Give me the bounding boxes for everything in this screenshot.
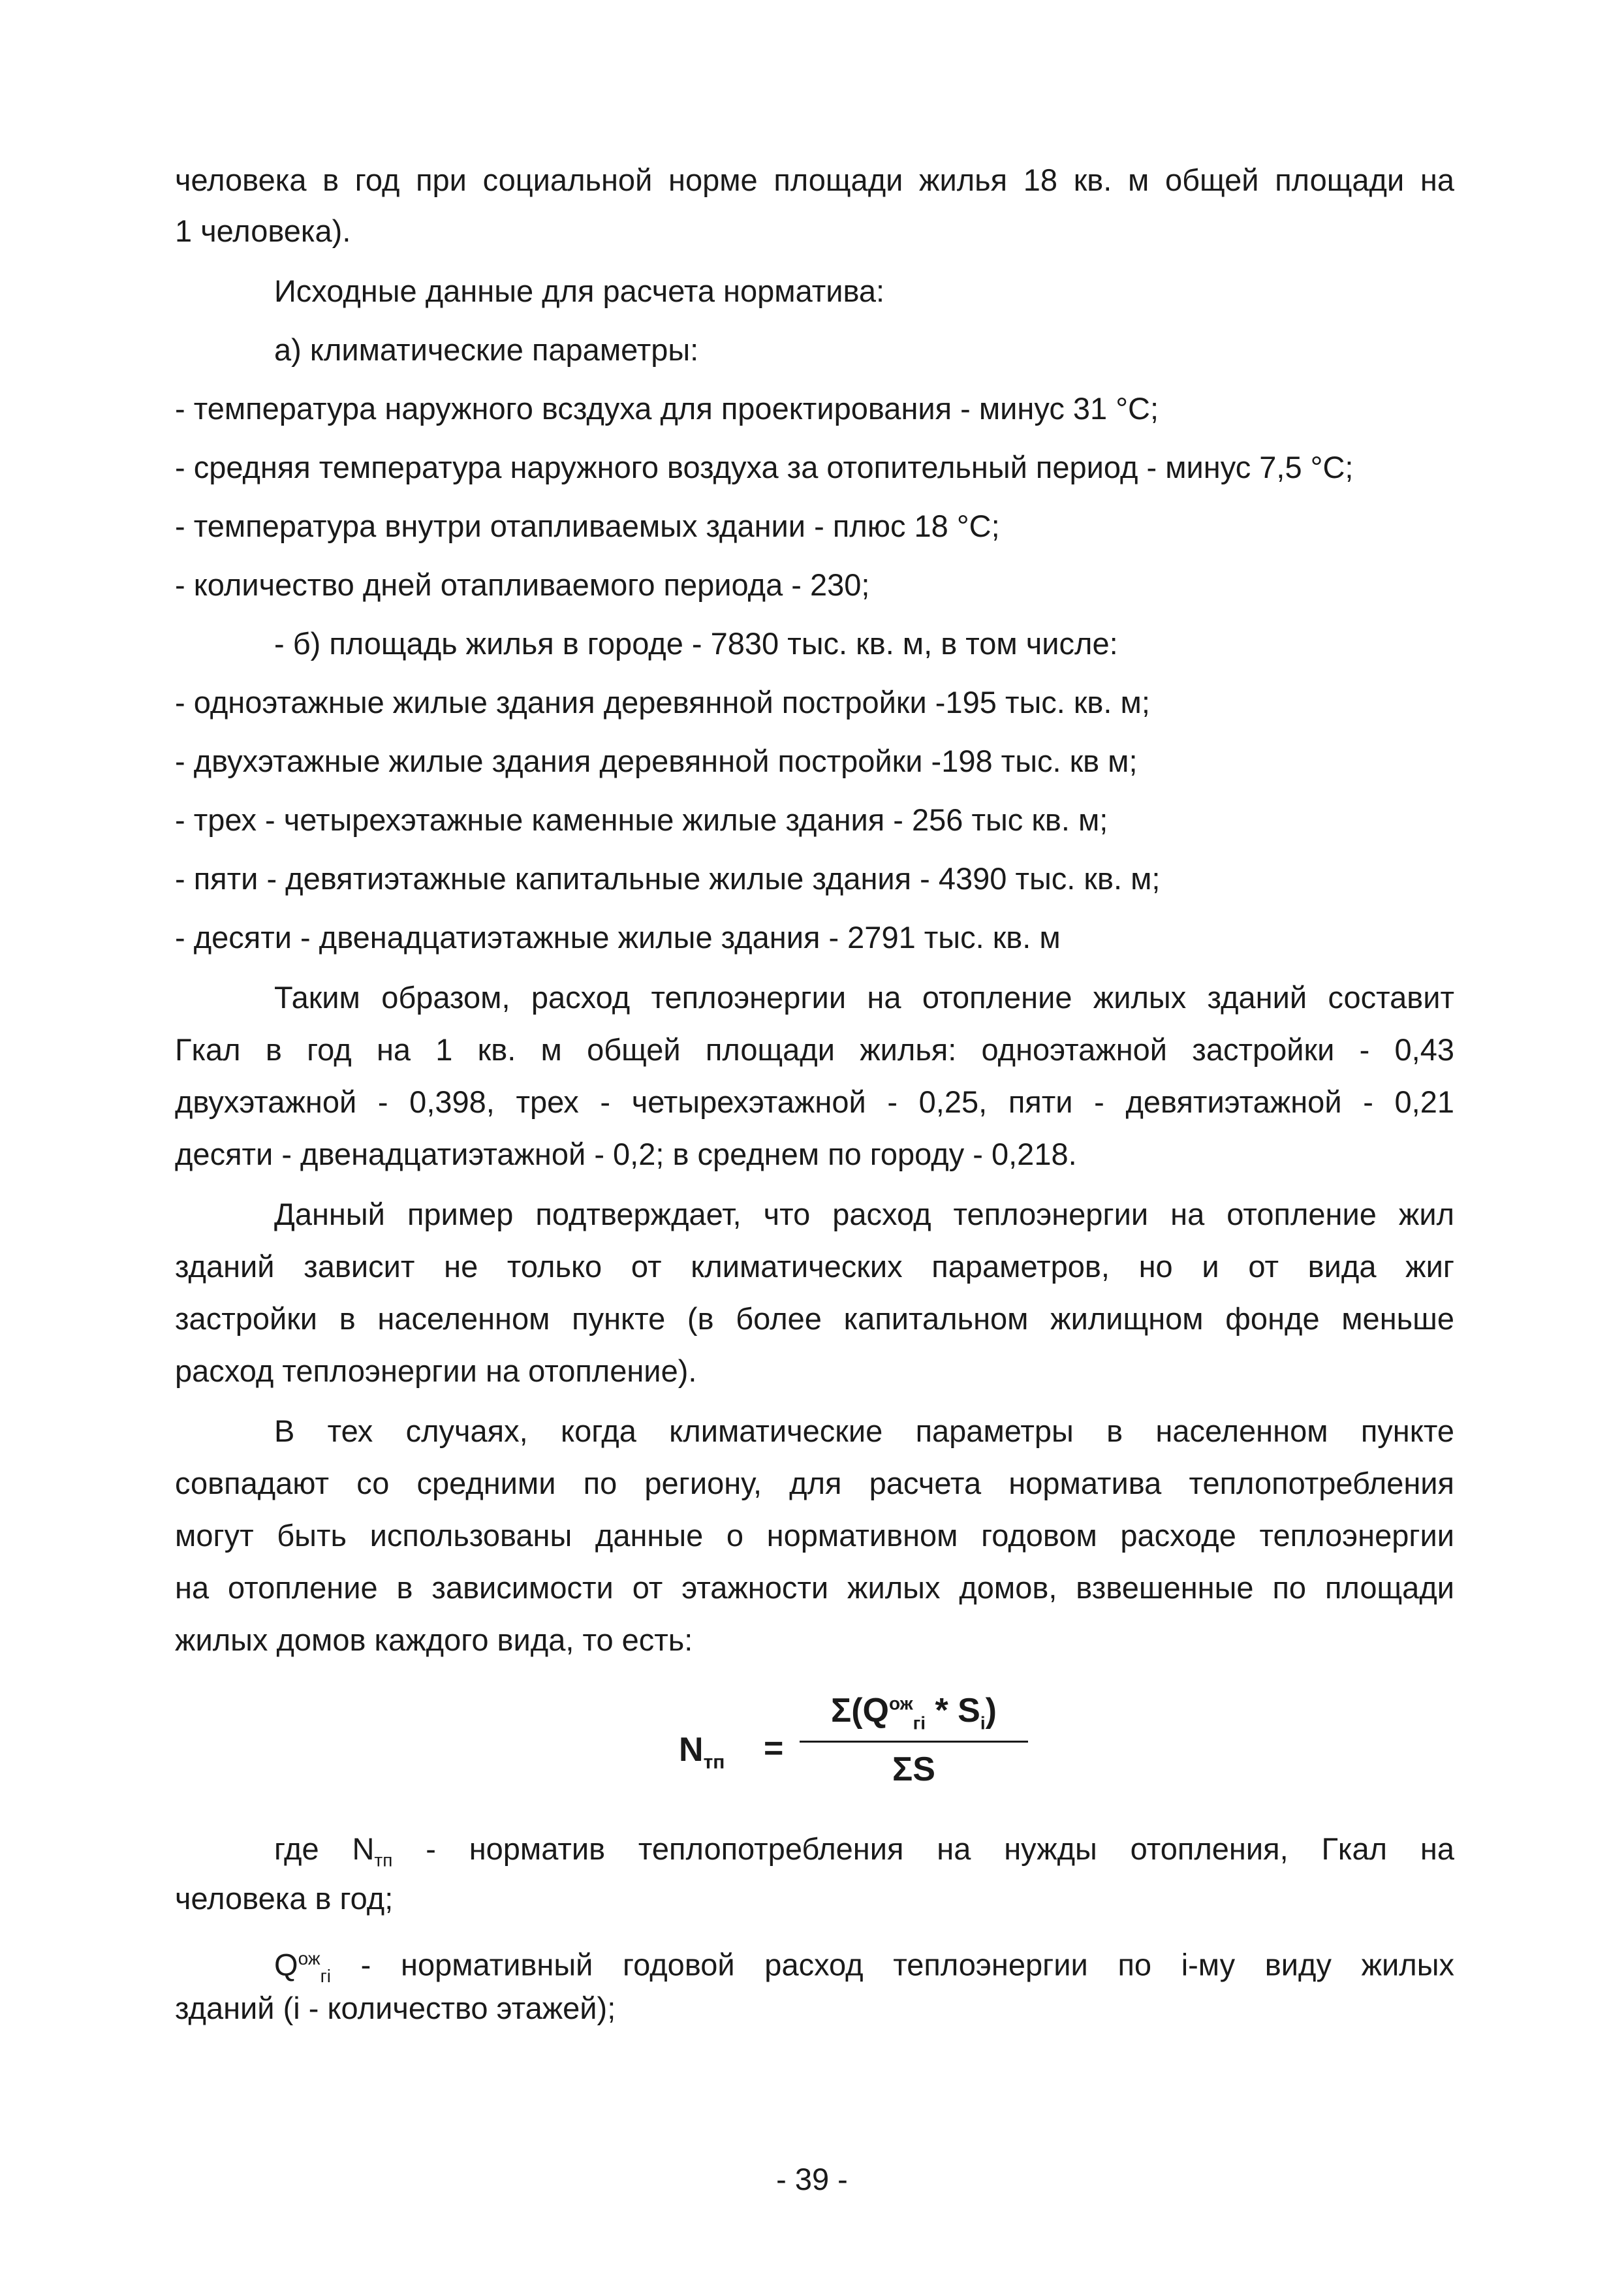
page-number: - 39 - [776,2162,848,2196]
formula-numerator: $\Sigma(Q^{ож}_{гi} * S_i)$ [831,1692,997,1733]
text-line: - средняя температура наружного воздуха за отопительный период - минус 7,5 °С; [175,450,1354,484]
formula-lhs: $N_{тп}$ [679,1731,725,1773]
text-line: Данный пример подтверждает, что расход теплоэнергии на отопление жил [274,1197,1454,1231]
text-line: Таким образом, расход теплоэнергии на отопление жилых зданий составит [274,980,1454,1015]
text-line: - пяти - девятиэтажные капитальные жилые здания - 4390 тыс. кв. м; [175,861,1161,896]
text-line: совпадают со средними по региону, для расчета норматива теплопотребления [175,1466,1454,1500]
text-line: расход теплоэнергии на отопление). [175,1353,697,1388]
text-line: могут быть использованы данные о нормативном годовом расходе теплоэнергии [175,1518,1454,1553]
text-line: - количество дней отапливаемого периода - 230; [175,567,870,602]
text-line: Гкал в год на 1 кв. м общей площади жилья: одноэтажной застройки - 0,43 [175,1032,1454,1067]
definition-line: где $N_{тп}$ - норматив теплопотребления на нужды отопления, Гкал на [274,1831,1454,1871]
text-line: - трех - четырехэтажные каменные жилые здания - 256 тыс кв. м; [175,802,1108,837]
formula-equals: = [764,1730,784,1767]
text-line: десяти - двенадцатиэтажной - 0,2; в среднем по городу - 0,218. [175,1137,1077,1171]
text-line: 1 человека). [175,213,351,248]
text-line: застройки в населенном пункте (в более капитальном жилищном фонде меньше [175,1301,1454,1336]
text-line: В тех случаях, когда климатические параметры в населенном пункте [274,1414,1454,1448]
definition-line: $Q^{ож}_{гi}$ - нормативный годовой расход теплоэнергии по i-му виду жилых [274,1947,1454,1987]
definition-line: человека в год; [175,1881,394,1916]
norm-formula [679,1691,1031,1809]
text-line: - одноэтажные жилые здания деревянной постройки -195 тыс. кв. м; [175,685,1150,720]
text-line: человека в год при социальной норме площади жилья 18 кв. м общей площади на [175,163,1454,197]
text-line: - б) площадь жилья в городе - 7830 тыс. кв. м, в том числе: [274,626,1118,661]
text-line: - температура внутри отапливаемых здании - плюс 18 °С; [175,509,1000,543]
text-line: зданий зависит не только от климатических параметров, но и от вида жиг [175,1249,1454,1284]
text-line: - десяти - двенадцатиэтажные жилые здания - 2791 тыс. кв. м [175,920,1061,955]
text-line: а) климатические параметры: [274,332,699,367]
text-line: жилых домов каждого вида, то есть: [175,1622,693,1657]
definition-line: зданий (i - количество этажей); [175,1991,616,2025]
text-line: Исходные данные для расчета норматива: [274,274,885,308]
fraction-bar [800,1741,1028,1743]
text-line: - двухэтажные жилые здания деревянной постройки -198 тыс. кв м; [175,744,1138,778]
text-line: - температура наружного всздуха для проектирования - минус 31 °С; [175,391,1159,426]
formula-denominator: ΣS [892,1750,935,1788]
text-line: двухэтажной - 0,398, трех - четырехэтажной - 0,25, пяти - девятиэтажной - 0,21 [175,1084,1454,1119]
text-line: на отопление в зависимости от этажности жилых домов, взвешенные по площади [175,1570,1454,1605]
